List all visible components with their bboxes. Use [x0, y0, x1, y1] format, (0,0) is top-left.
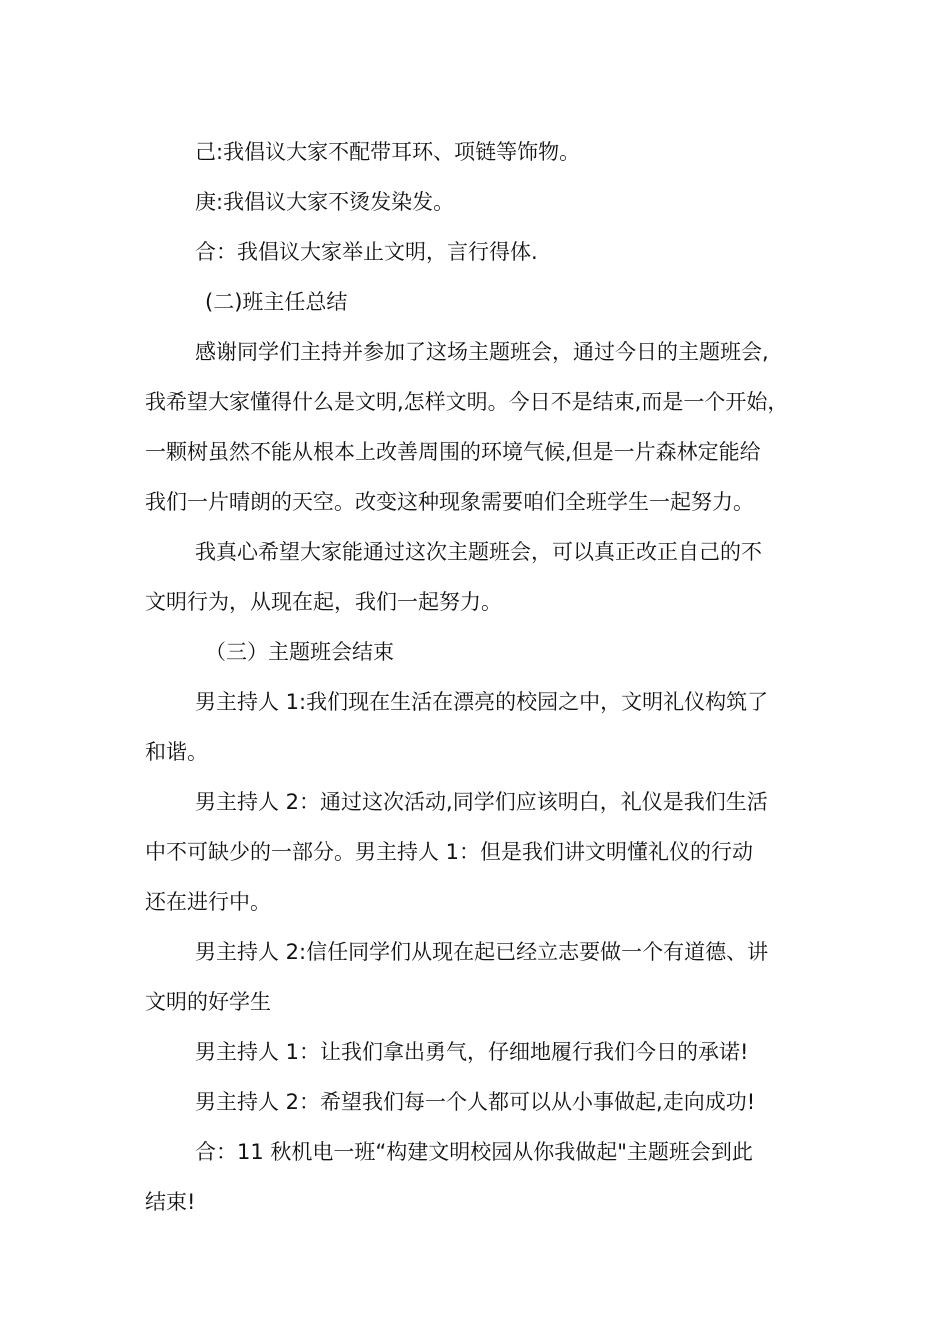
paragraph-line: 男主持人 1：让我们拿出勇气，仔细地履行我们今日的承诺! [195, 1040, 749, 1064]
paragraph-line: 男主持人 2:信任同学们从现在起已经立志要做一个有道德、讲 [195, 940, 769, 964]
paragraph-line: 一颗树虽然不能从根本上改善周围的环境气候,但是一片森林定能给 [145, 440, 761, 464]
paragraph-line: 己:我倡议大家不配带耳环、项链等饰物。 [195, 140, 581, 164]
paragraph-line: 我希望大家懂得什么是文明,怎样文明。今日不是结束,而是一个开始， [145, 390, 789, 414]
paragraph-line: 中不可缺少的一部分。男主持人 1：但是我们讲文明懂礼仪的行动 [145, 840, 754, 864]
paragraph-line: 感谢同学们主持并参加了这场主题班会，通过今日的主题班会, [195, 340, 769, 364]
paragraph-line: 我真心希望大家能通过这次主题班会，可以真正改正自己的不 [195, 540, 762, 564]
section-heading: (二)班主任总结 [205, 290, 348, 314]
paragraph-line: 男主持人 2：通过这次活动,同学们应该明白，礼仪是我们生活 [195, 790, 768, 814]
section-heading: （三）主题班会结束 [205, 640, 394, 664]
paragraph-line: 文明的好学生 [145, 990, 271, 1014]
paragraph-line: 庚:我倡议大家不烫发染发。 [195, 190, 455, 214]
paragraph-line: 男主持人 1:我们现在生活在漂亮的校园之中，文明礼仪构筑了 [195, 690, 769, 714]
paragraph-line: 男主持人 2：希望我们每一个人都可以从小事做起,走向成功! [195, 1090, 756, 1114]
paragraph-line: 合：11 秋机电一班“构建文明校园从你我做起"主题班会到此 [195, 1140, 753, 1164]
document-body [145, 127, 810, 1227]
paragraph-line: 还在进行中。 [145, 890, 271, 914]
paragraph-line: 文明行为，从现在起，我们一起努力。 [145, 590, 502, 614]
paragraph-line: 结束! [145, 1190, 196, 1214]
paragraph-line: 和谐。 [145, 740, 208, 764]
paragraph-line: 合：我倡议大家举止文明，言行得体. [195, 240, 538, 264]
paragraph-line: 我们一片晴朗的天空。改变这种现象需要咱们全班学生一起努力。 [145, 490, 754, 514]
